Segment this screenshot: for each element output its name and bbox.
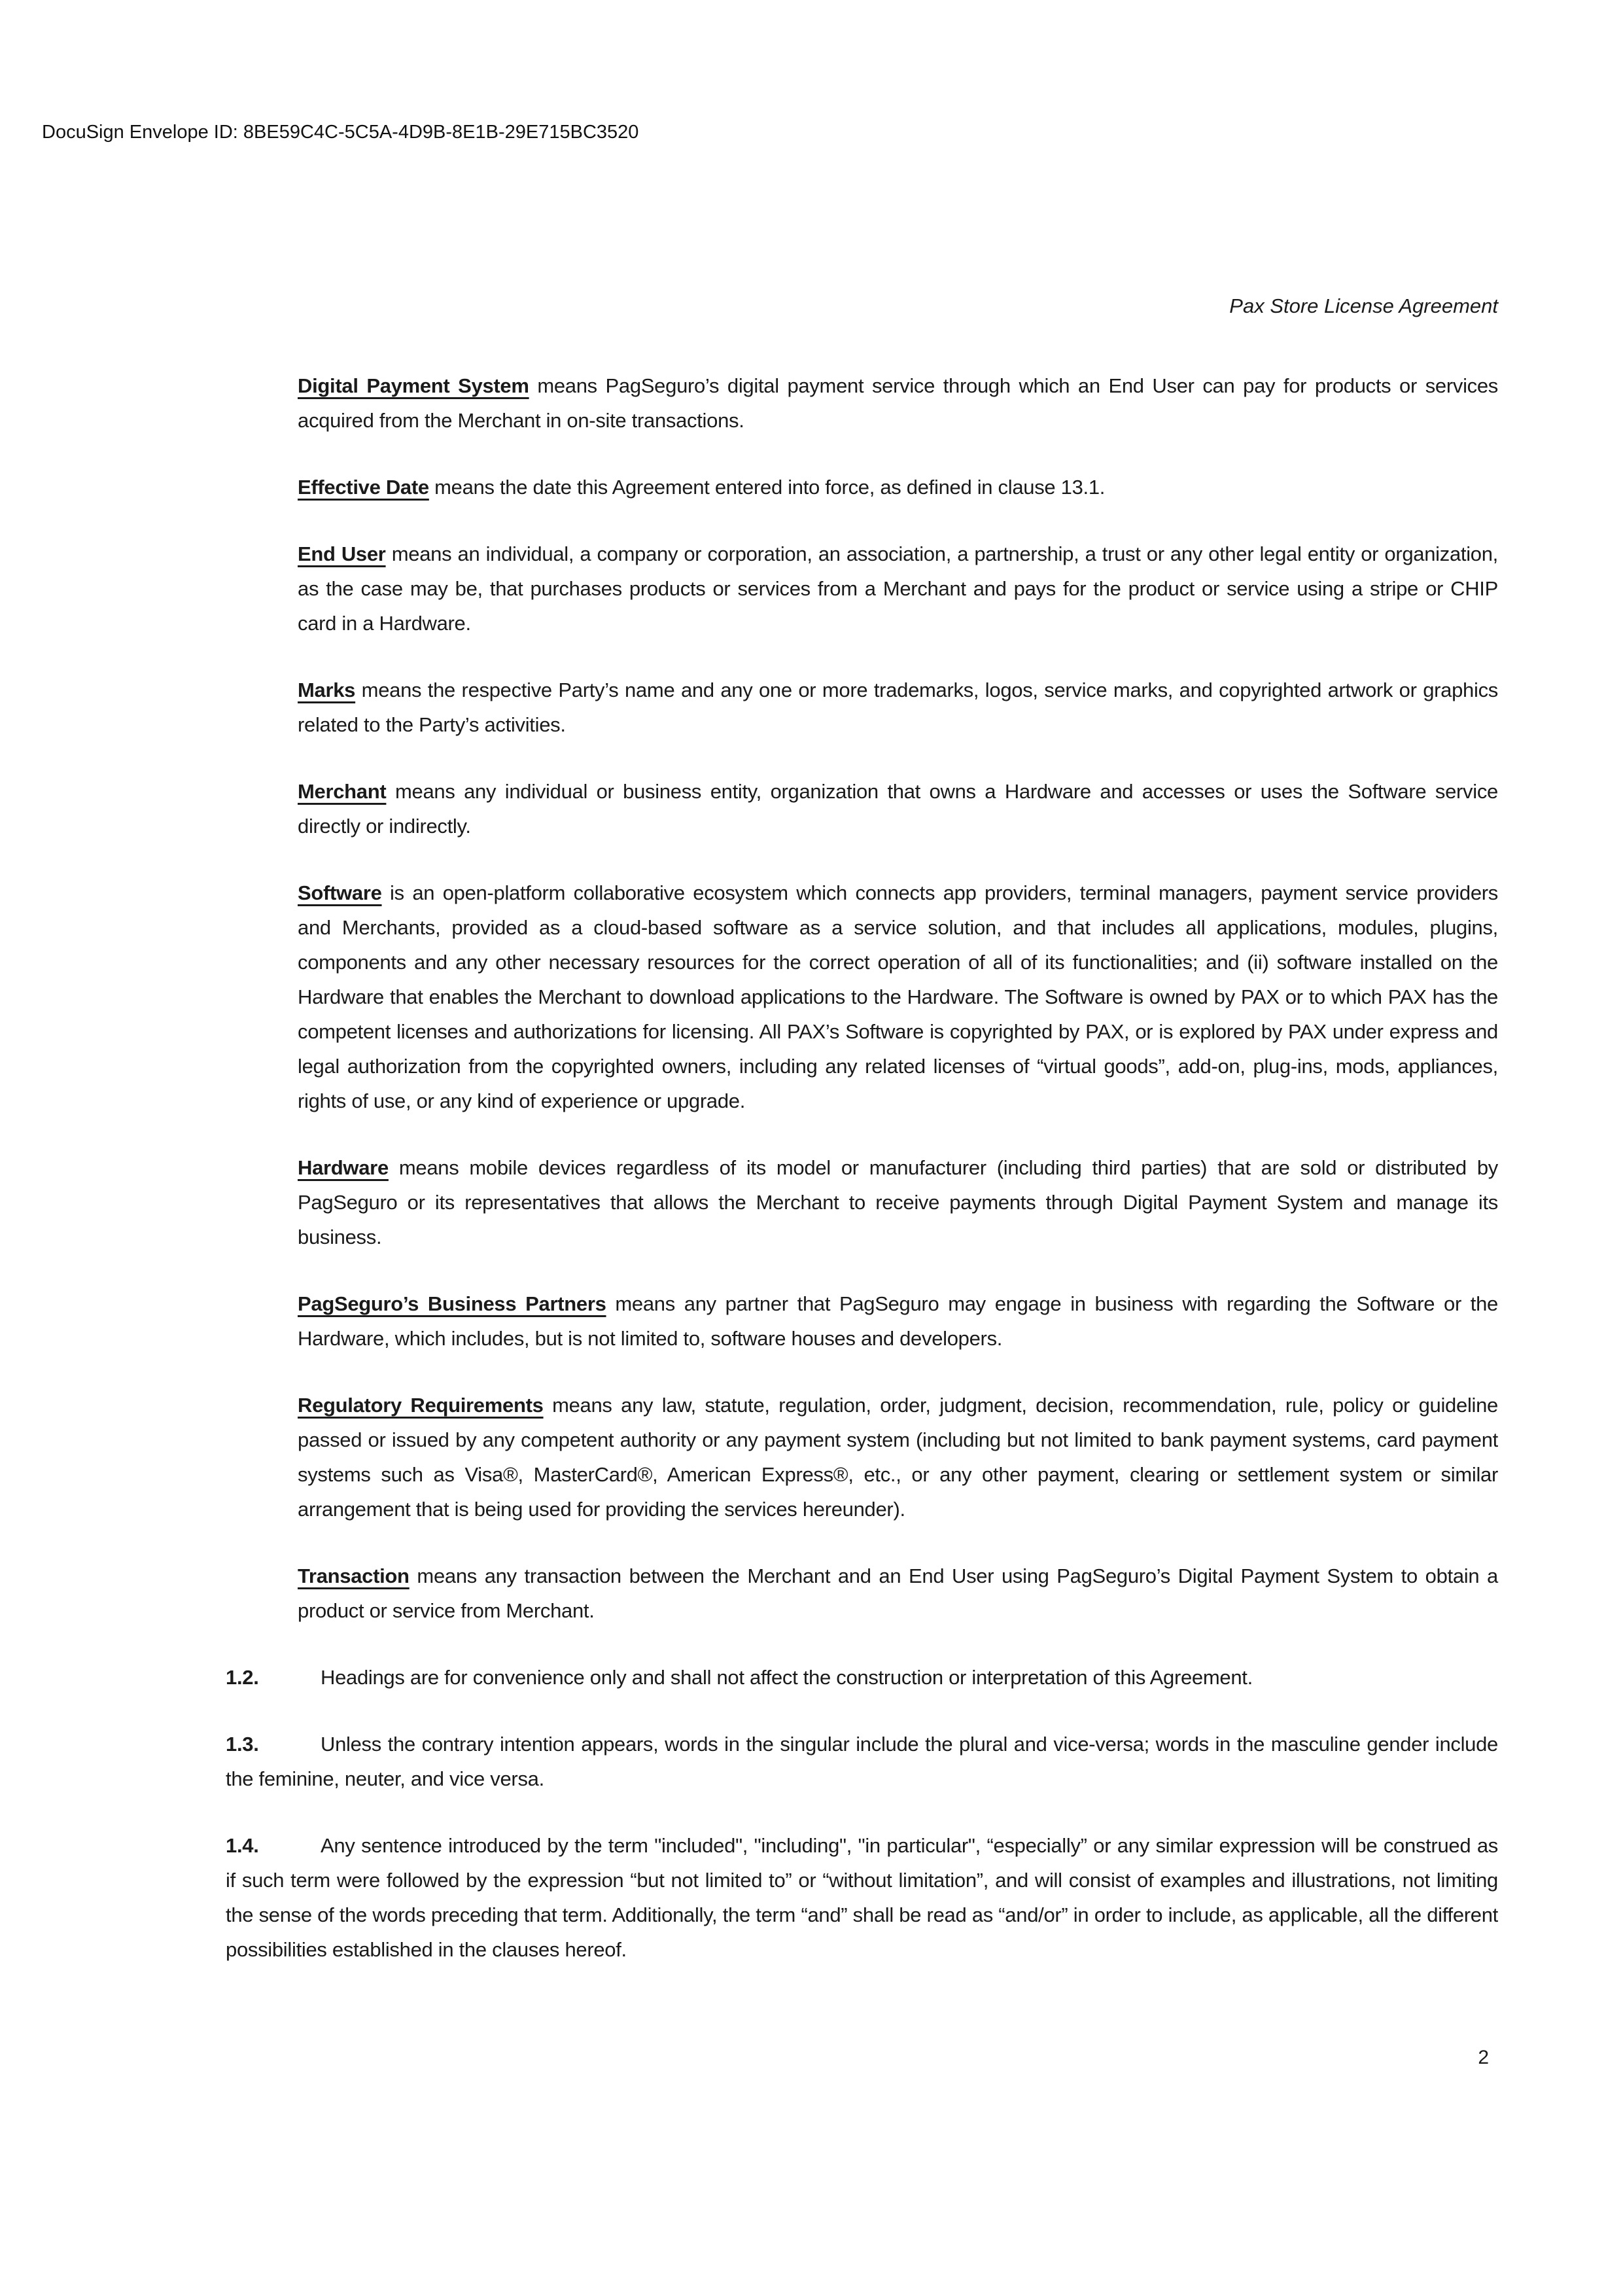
clause-number: 1.4.	[226, 1834, 259, 1857]
definition-term: Effective Date	[298, 476, 429, 499]
definition-term: End User	[298, 542, 386, 565]
clause-paragraph	[226, 1727, 1498, 1796]
definition-term: Marks	[298, 679, 356, 701]
definition-paragraph	[298, 875, 1498, 1118]
definition-paragraph	[298, 673, 1498, 742]
definition-term: Software	[298, 881, 382, 904]
clause-text: Any sentence introduced by the term "included", "including", "in particular", “especially” or any similar expression will be construed as if such term were followed by the expression “but not limited to” or “without limitation”, and will consist of examples and illustrations, not limiting the sense of the words preceding that term. Additionally, the term “and” shall be read as “and/or” in order to include, as applicable, all the different possibilities established in the clauses hereof.	[226, 1834, 1498, 1961]
clause-paragraph	[226, 1660, 1498, 1695]
docusign-envelope-id: DocuSign Envelope ID: 8BE59C4C-5C5A-4D9B-8E1B-29E715BC3520	[42, 122, 639, 143]
definition-paragraph	[298, 1286, 1498, 1356]
definition-paragraph	[298, 774, 1498, 843]
definition-term: Merchant	[298, 780, 387, 803]
definition-paragraph	[298, 1150, 1498, 1254]
page-number: 2	[1478, 2047, 1489, 2068]
definition-text: means any law, statute, regulation, order, judgment, decision, recommendation, rule, policy or guideline passed or issued by any competent authority or any payment system (including but not limited to bank payment systems, card payment systems such as Visa®, MasterCard®, American Express®, etc., or any other payment, clearing or settlement system or similar arrangement that is being used for providing the services hereunder).	[298, 1394, 1498, 1521]
clause-number: 1.3.	[226, 1733, 259, 1756]
definition-paragraph	[298, 470, 1498, 504]
definition-text: means any transaction between the Merchant and an End User using PagSeguro’s Digital Payment System to obtain a product or service from Merchant.	[298, 1564, 1498, 1622]
definitions-section	[298, 368, 1498, 1628]
definition-paragraph	[298, 1559, 1498, 1628]
definition-term: Digital Payment System	[298, 374, 529, 397]
definition-term: Regulatory Requirements	[298, 1394, 544, 1417]
definition-term: Transaction	[298, 1564, 410, 1587]
clause-text: Unless the contrary intention appears, words in the singular include the plural and vice-versa; words in the masculine gender include the feminine, neuter, and vice versa.	[226, 1733, 1498, 1790]
definition-paragraph	[298, 368, 1498, 438]
definition-text: means PagSeguro’s digital payment service through which an End User can pay for products or services acquired from the Merchant in on-site transactions.	[298, 374, 1498, 432]
definition-text: means an individual, a company or corporation, an association, a partnership, a trust or any other legal entity or organization, as the case may be, that purchases products or services from a Merchant and pays for the product or service using a stripe or CHIP card in a Hardware.	[298, 542, 1498, 635]
clause-number: 1.2.	[226, 1666, 259, 1689]
clause-text: Headings are for convenience only and shall not affect the construction or interpretation of this Agreement.	[321, 1666, 1253, 1689]
definition-text: means the date this Agreement entered into force, as defined in clause 13.1.	[428, 476, 1106, 499]
clauses-section	[226, 1660, 1498, 1967]
definition-paragraph	[298, 1388, 1498, 1527]
document-page-content	[0, 291, 1623, 1999]
definition-text: means any partner that PagSeguro may engage in business with regarding the Software or the Hardware, which includes, but is not limited to, software houses and developers.	[298, 1292, 1498, 1350]
definition-text: means mobile devices regardless of its model or manufacturer (including third parties) that are sold or distributed by PagSeguro or its representatives that allows the Merchant to receive payments through Digital Payment System and manage its business.	[298, 1156, 1498, 1248]
definition-text: means the respective Party’s name and any one or more trademarks, logos, service marks, and copyrighted artwork or graphics related to the Party’s activities.	[298, 679, 1498, 736]
clause-paragraph	[226, 1828, 1498, 1967]
definition-term: PagSeguro’s Business Partners	[298, 1292, 606, 1315]
definition-text: means any individual or business entity, organization that owns a Hardware and accesses or uses the Software service directly or indirectly.	[298, 780, 1498, 838]
document-title: Pax Store License Agreement	[1229, 294, 1498, 317]
definition-text: is an open-platform collaborative ecosystem which connects app providers, terminal managers, payment service providers and Merchants, provided as a cloud-based software as a service solution, and that includes all applications, modules, plugins, components and any other necessary resources for the correct operation of all of its functionalities; and (ii) software installed on the Hardware that enables the Merchant to download applications to the Hardware. The Software is owned by PAX or to which PAX has the competent licenses and authorizations for licensing. All PAX’s Software is copyrighted by PAX, or is explored by PAX under express and legal authorization from the copyrighted owners, including any related licenses of “virtual goods”, add-on, plug-ins, mods, appliances, rights of use, or any kind of experience or upgrade.	[298, 881, 1498, 1112]
definition-paragraph	[298, 537, 1498, 641]
definition-term: Hardware	[298, 1156, 389, 1179]
